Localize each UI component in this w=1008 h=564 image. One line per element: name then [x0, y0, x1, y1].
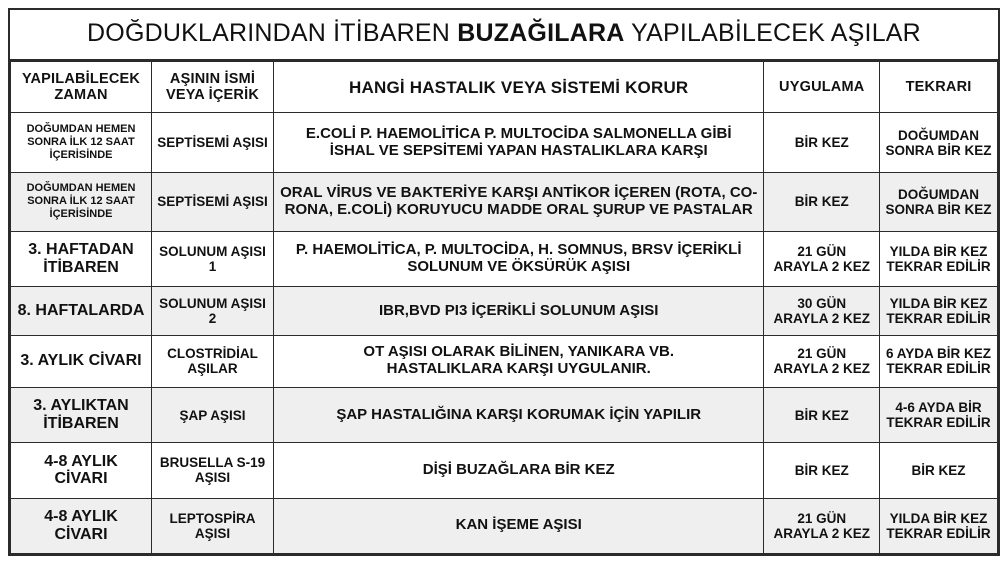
table-header: [11, 62, 998, 113]
cell-application: [764, 498, 880, 553]
cell-repeat-line: TEKRAR EDİLİR: [886, 310, 991, 326]
cell-vaccine: [152, 172, 274, 231]
cell-application: [764, 335, 880, 387]
cell-vaccine-line: SEPTİSEMİ AŞISI: [157, 135, 268, 151]
cell-application-line: BİR KEZ: [794, 407, 849, 423]
cell-disease-line: RONA, E.COLİ) KORUYUCU MADDE ORAL ŞURUP VE PASTALAR: [284, 200, 753, 218]
cell-application-line: ARAYLA 2 KEZ: [773, 310, 870, 326]
cell-when: [11, 232, 152, 287]
page-title: [10, 10, 998, 61]
cell-vaccine-line: SEPTİSEMİ AŞISI: [157, 194, 268, 210]
cell-when-line: 3. AYLIKTAN: [33, 397, 129, 415]
cell-disease: [274, 232, 764, 287]
column-header-when: [11, 62, 152, 113]
cell-application: [764, 172, 880, 231]
cell-repeat-line: SONRA BİR KEZ: [885, 201, 992, 217]
cell-repeat-line: TEKRAR EDİLİR: [886, 361, 991, 377]
cell-when-line: İÇERİSİNDE: [49, 149, 113, 162]
column-header-repeat: TEKRARI: [880, 62, 998, 113]
cell-disease: [274, 172, 764, 231]
cell-disease-line: ŞAP HASTALIĞINA KARŞI KORUMAK İÇİN YAPILIR: [336, 405, 702, 423]
table-body: [11, 113, 998, 554]
cell-disease-line: P. HAEMOLİTİCA, P. MULTOCİDA, H. SOMNUS, BRSV İÇERİKLİ: [295, 241, 742, 259]
cell-repeat-line: SONRA BİR KEZ: [885, 142, 992, 158]
cell-repeat-line: YILDA BİR KEZ: [889, 510, 988, 526]
table-header-row: [11, 62, 998, 113]
cell-when-line: SONRA İLK 12 SAAT: [27, 195, 135, 208]
cell-repeat-line: DOĞUMDAN: [898, 127, 980, 143]
cell-vaccine-line: 1: [208, 259, 217, 275]
cell-vaccine-line: CLOSTRİDİAL: [167, 346, 258, 362]
column-header-vaccine-line1: AŞININ İSMİ: [169, 71, 256, 87]
cell-vaccine: [152, 287, 274, 335]
table-frame: [8, 8, 1000, 556]
cell-application-line: 21 GÜN: [797, 346, 847, 362]
cell-disease: [274, 498, 764, 553]
cell-vaccine: [152, 113, 274, 172]
cell-when-line: İTİBAREN: [43, 415, 119, 433]
cell-repeat: [880, 113, 998, 172]
cell-application-line: 21 GÜN: [797, 510, 847, 526]
cell-when: [11, 172, 152, 231]
cell-vaccine-line: BRUSELLA S-19: [159, 455, 266, 471]
cell-when-line: 3. AYLIK CİVARI: [20, 352, 142, 370]
cell-disease: [274, 287, 764, 335]
cell-application: [764, 232, 880, 287]
table-row: [11, 335, 998, 387]
cell-when-line: CİVARI: [54, 525, 108, 543]
cell-disease-line: HASTALIKLARA KARŞI UYGULANIR.: [386, 360, 651, 378]
table-row: [11, 113, 998, 172]
cell-disease-line: OT AŞISI OLARAK BİLİNEN, YANIKARA VB.: [363, 343, 674, 361]
cell-repeat: [880, 443, 998, 498]
cell-vaccine-line: ŞAP AŞISI: [179, 407, 246, 423]
cell-application: [764, 443, 880, 498]
column-header-vaccine: [152, 62, 274, 113]
title-prefix: DOĞDUKLARINDAN İTİBAREN: [87, 19, 458, 47]
cell-disease-line: E.COLİ P. HAEMOLİTİCA P. MULTOCİDA SALMONELLA GİBİ: [305, 124, 732, 142]
cell-disease-line: IBR,BVD PI3 İÇERİKLİ SOLUNUM AŞISI: [378, 301, 659, 319]
cell-when: [11, 443, 152, 498]
cell-vaccine: [152, 443, 274, 498]
cell-repeat-line: TEKRAR EDİLİR: [886, 259, 991, 275]
cell-vaccine-line: AŞISI: [194, 525, 231, 541]
table-row: [11, 172, 998, 231]
cell-application-line: BİR KEZ: [794, 194, 849, 210]
cell-when-line: 3. HAFTADAN: [28, 241, 134, 259]
cell-when: [11, 113, 152, 172]
cell-disease-line: KAN İŞEME AŞISI: [455, 516, 582, 534]
cell-disease: [274, 443, 764, 498]
cell-repeat: [880, 335, 998, 387]
title-suffix: YAPILABİLECEK AŞILAR: [624, 19, 921, 47]
cell-application-line: BİR KEZ: [794, 135, 849, 151]
cell-application-line: 30 GÜN: [797, 295, 847, 311]
cell-when-line: 4-8 AYLIK: [44, 507, 118, 525]
table-row: [11, 232, 998, 287]
cell-application: [764, 113, 880, 172]
cell-vaccine: [152, 498, 274, 553]
cell-repeat: [880, 498, 998, 553]
cell-vaccine-line: AŞISI: [194, 470, 231, 486]
cell-application-line: ARAYLA 2 KEZ: [773, 259, 870, 275]
cell-repeat-line: TEKRAR EDİLİR: [886, 415, 991, 431]
cell-when-line: DOĞUMDAN HEMEN: [26, 123, 136, 136]
cell-application: [764, 387, 880, 442]
cell-repeat-line: YILDA BİR KEZ: [889, 295, 988, 311]
table-row: [11, 287, 998, 335]
cell-repeat: [880, 287, 998, 335]
column-header-when-line1: YAPILABİLECEK: [21, 71, 141, 87]
table-row: [11, 387, 998, 442]
cell-repeat: [880, 172, 998, 231]
cell-vaccine-line: SOLUNUM AŞISI: [159, 244, 266, 260]
cell-repeat-line: 4-6 AYDA BİR: [895, 400, 982, 416]
cell-disease-line: ORAL VİRUS VE BAKTERİYE KARŞI ANTİKOR İÇEREN (ROTA, CO-: [280, 184, 758, 202]
column-header-when-line2: ZAMAN: [54, 87, 108, 104]
cell-disease: [274, 113, 764, 172]
cell-vaccine-line: 2: [208, 310, 217, 326]
cell-when-line: CİVARI: [54, 470, 108, 488]
table-row: [11, 498, 998, 553]
cell-application-line: ARAYLA 2 KEZ: [773, 525, 870, 541]
cell-vaccine: [152, 335, 274, 387]
cell-repeat-line: 6 AYDA BİR KEZ: [886, 346, 992, 362]
cell-when: [11, 335, 152, 387]
cell-when: [11, 498, 152, 553]
cell-disease: [274, 335, 764, 387]
cell-disease-line: DİŞİ BUZAĞLARA BİR KEZ: [422, 461, 615, 479]
cell-application-line: ARAYLA 2 KEZ: [773, 361, 870, 377]
cell-when-line: 4-8 AYLIK: [44, 452, 118, 470]
cell-when-line: 8. HAFTALARDA: [17, 302, 145, 320]
cell-disease-line: SOLUNUM VE ÖKSÜRÜK AŞISI: [407, 258, 631, 276]
cell-vaccine: [152, 232, 274, 287]
cell-repeat-line: TEKRAR EDİLİR: [886, 525, 991, 541]
cell-vaccine-line: LEPTOSPİRA: [169, 510, 256, 526]
cell-when: [11, 387, 152, 442]
cell-disease-line: İSHAL VE SEPSİTEMİ YAPAN HASTALIKLARA KARŞI: [329, 141, 708, 159]
cell-repeat-line: BİR KEZ: [911, 462, 966, 478]
cell-application-line: BİR KEZ: [794, 462, 849, 478]
cell-vaccine-line: AŞILAR: [187, 361, 238, 377]
column-header-vaccine-line2: VEYA İÇERİK: [166, 87, 260, 104]
cell-repeat: [880, 387, 998, 442]
cell-repeat-line: YILDA BİR KEZ: [889, 244, 988, 260]
cell-repeat: [880, 232, 998, 287]
cell-vaccine: [152, 387, 274, 442]
title-emphasis: BUZAĞILARA: [457, 19, 625, 47]
cell-when-line: SONRA İLK 12 SAAT: [27, 136, 135, 149]
vaccination-schedule-table: [10, 61, 998, 554]
cell-application: [764, 287, 880, 335]
cell-when-line: DOĞUMDAN HEMEN: [26, 182, 136, 195]
column-header-disease: HANGİ HASTALIK VEYA SİSTEMİ KORUR: [274, 62, 764, 113]
table-row: [11, 443, 998, 498]
column-header-application: UYGULAMA: [764, 62, 880, 113]
cell-disease: [274, 387, 764, 442]
cell-repeat-line: DOĞUMDAN: [898, 186, 980, 202]
cell-when-line: İTİBAREN: [43, 259, 119, 277]
cell-when-line: İÇERİSİNDE: [49, 208, 113, 221]
cell-when: [11, 287, 152, 335]
cell-application-line: 21 GÜN: [797, 244, 847, 260]
cell-vaccine-line: SOLUNUM AŞISI: [159, 295, 266, 311]
